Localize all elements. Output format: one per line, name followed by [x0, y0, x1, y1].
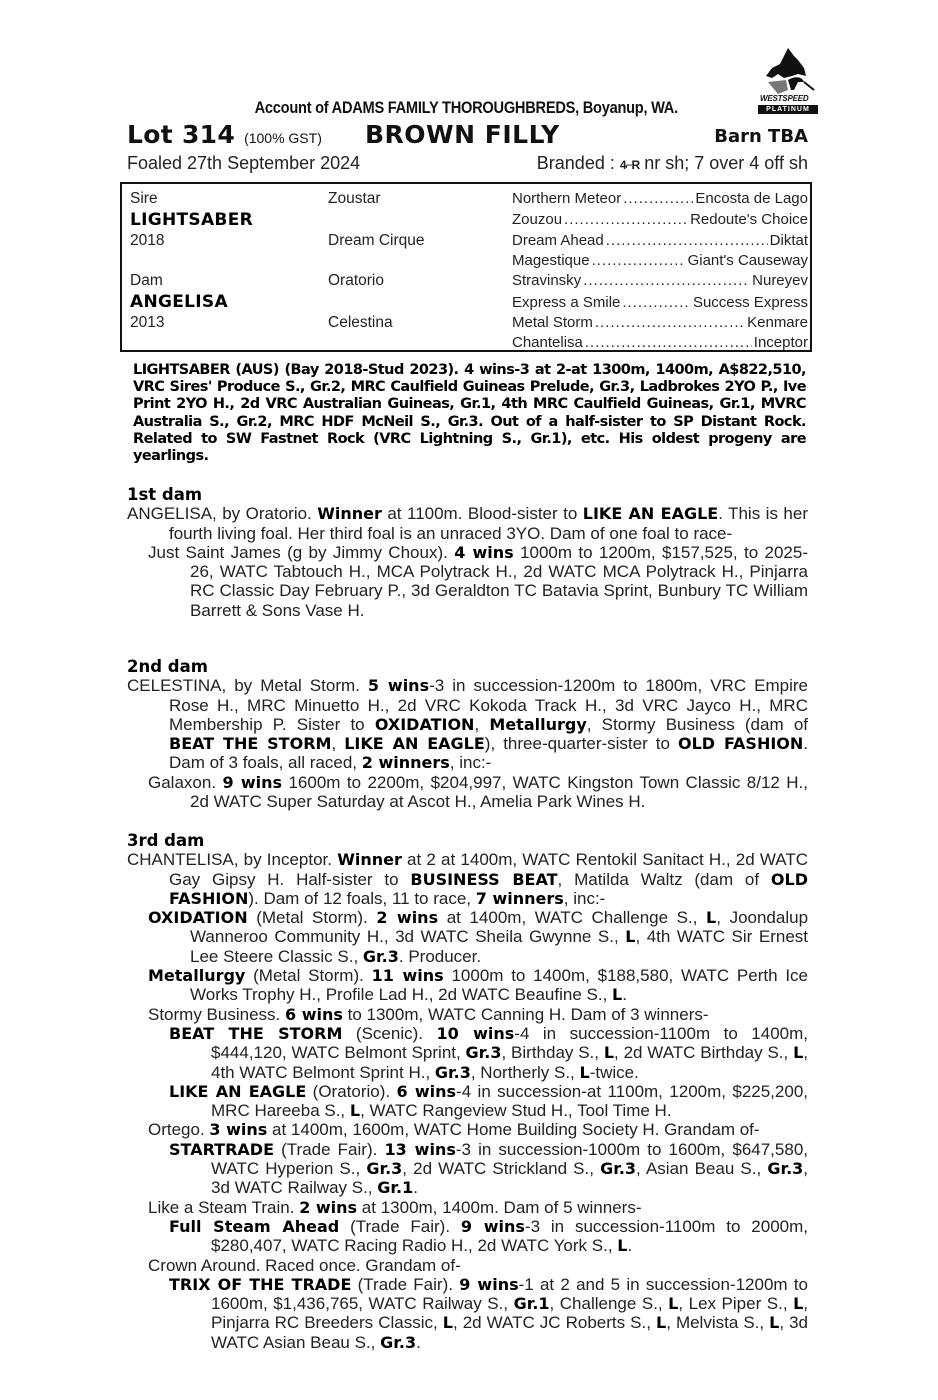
gen2-sire-dam: Dream Cirque: [328, 232, 425, 249]
dam-entry: ANGELISA, by Oratorio. Winner at 1100m. Blood-sister to LIKE AN EAGLE. This is her fourth living foal. Her third foal is an unraced 3YO. Dam of one foal to race-: [127, 504, 808, 543]
dam-heading: 2nd dam: [127, 657, 208, 676]
dam-entry: CHANTELISA, by Inceptor. Winner at 2 at 1400m, WATC Rentokil Sanitact H., 2d WATC Gay Gipsy H. Half-sister to BUSINESS BEAT, Matilda Waltz (dam of OLD FASHION). Dam of 12 foals, 11 to race, 7 winners, inc:-: [127, 850, 809, 908]
vendor-account: Account of ADAMS FAMILY THOROUGHBREDS, Boyanup, WA.: [254, 98, 678, 117]
sire-description: LIGHTSABER (AUS) (Bay 2018-Stud 2023). 4 wins-3 at 2-at 1300m, 1400m, A$822,510, VRC Sires' Produce S., Gr.2, MRC Caulfield Guineas Prelude, Gr.3, Ladbrokes 2YO P., Ive Print 2YO H., 2d VRC Australian Guineas, Gr.1, 4th MRC Caulfield Guineas, Gr.1, MVRC Australia S., Gr.2, MRC HDF McNeil S., Gr.3. Out of a half-sister to SP Distant Rock. Related to SW Fastnet Rock (VRC Lightning S., Gr.1), etc. His oldest progeny are yearlings.: [133, 362, 806, 465]
logo-brand-bottom: PLATINUM: [758, 105, 818, 114]
gen3-row: Magestique ..... Giant's Causeway: [512, 252, 808, 269]
dam-name: ANGELISA: [130, 292, 228, 312]
gen3-row: Stravinsky ..... Nureyev: [512, 272, 808, 289]
progeny-entry: Ortego. 3 wins at 1400m, 1600m, WATC Home Building Society H. Grandam of-: [148, 1120, 760, 1140]
third-dam-section: [127, 831, 808, 1352]
lot-number: Lot 314 (100% GST): [127, 120, 322, 149]
sire-label: Sire: [130, 190, 158, 207]
progeny-entry: TRIX OF THE TRADE (Trade Fair). 9 wins-1 at 2 and 5 in succession-1200m to 1600m, $1,436,765, WATC Railway S., Gr.1, Challenge S., L, Lex Piper S., L, Pinjarra RC Breeders Classic, L, 2d WATC JC Roberts S., L, Melvista S., L, 3d WATC Asian Beau S., Gr.3.: [169, 1274, 809, 1352]
lot-line: [127, 120, 808, 150]
gen3-row: Express a Smile ..... Success Express: [512, 294, 808, 311]
gen3-row: Northern Meteor ..... Encosta de Lago: [512, 190, 808, 207]
progeny-entry: OXIDATION (Metal Storm). 2 wins at 1400m, WATC Challenge S., L, Joondalup Wanneroo Community H., 3d WATC Sheila Gwynne S., L, 4th WATC Sir Ernest Lee Steere Classic S., Gr.3. Producer.: [148, 908, 809, 966]
first-dam-section: [127, 485, 808, 620]
progeny-entry: Galaxon. 9 wins 1600m to 2200m, $204,997, WATC Kingston Town Classic 8/12 H., 2d WATC Super Saturday at Ascot H., Amelia Park Wines H.: [148, 772, 808, 812]
pedigree-table: [120, 182, 812, 352]
progeny-entry: STARTRADE (Trade Fair). 13 wins-3 in succession-1000m to 1600m, $647,580, WATC Hyperion S., Gr.3, 2d WATC Strickland S., Gr.3, Asian Beau S., Gr.3, 3d WATC Railway S., Gr.1.: [169, 1139, 809, 1198]
dam-heading: 1st dam: [127, 485, 203, 504]
dam-heading: 3rd dam: [127, 831, 205, 850]
foaled-date: Foaled 27th September 2024: [127, 153, 361, 173]
gen2-sire-sire: Zoustar: [328, 190, 381, 207]
dam-label: Dam: [130, 272, 163, 289]
dam-entry: CELESTINA, by Metal Storm. 5 wins-3 in succession-1200m to 1800m, VRC Empire Rose H., MRC Minuetto H., 2d VRC Kokoda Track H., 3d VRC Jayco H., MRC Membership P. Sister to OXIDATION, Metallurgy, Stormy Business (dam of BEAT THE STORM, LIKE AN EAGLE), three-quarter-sister to OLD FASHION. Dam of 3 foals, all raced, 2 winners, inc:-: [127, 676, 809, 773]
progeny-entry: Crown Around. Raced once. Grandam of-: [148, 1255, 461, 1275]
brand-marks: Branded : 4⌐R nr sh; 7 over 4 off sh: [536, 153, 808, 173]
progeny-entry: Just Saint James (g by Jimmy Choux). 4 wins 1000m to 1200m, $157,525, to 2025-26, WATC Tabtouch H., MCA Polytrack H., 2d WATC MCA Polytrack H., Pinjarra RC Classic Day February P., 3d Geraldton TC Batavia Sprint, Bunbury TC William Barrett & Sons Vase H.: [148, 542, 808, 620]
sire-year: 2018: [130, 232, 165, 249]
dam-year: 2013: [130, 314, 165, 331]
gen3-row: Metal Storm ..... Kenmare: [512, 314, 808, 331]
gen3-row: Zouzou ..... Redoute's Choice: [512, 211, 808, 228]
progeny-entry: Metallurgy (Metal Storm). 11 wins 1000m to 1400m, $188,580, WATC Perth Ice Works Trophy H., Profile Lad H., 2d WATC Beaufine S., L.: [148, 966, 809, 1005]
gen3-row: Dream Ahead ..... Diktat: [512, 232, 808, 249]
gen2-dam-dam: Celestina: [328, 314, 393, 331]
progeny-entry: LIKE AN EAGLE (Oratorio). 6 wins-4 in succession-at 1100m, 1200m, $225,200, MRC Hareeba S., L, WATC Rangeview Stud H., Tool Time H.: [169, 1081, 808, 1121]
progeny-entry: Like a Steam Train. 2 wins at 1300m, 1400m. Dam of 5 winners-: [148, 1197, 642, 1217]
progeny-entry: Full Steam Ahead (Trade Fair). 9 wins-3 in succession-1100m to 2000m, $280,407, WATC Racing Radio H., 2d WATC York S., L.: [169, 1216, 808, 1256]
progeny-entry: Stormy Business. 6 wins to 1300m, WATC Canning H. Dam of 3 winners-: [148, 1004, 709, 1024]
logo-brand-top: WESTSPEED: [760, 94, 809, 103]
progeny-entry: BEAT THE STORM (Scenic). 10 wins-4 in succession-1100m to 1400m, $444,120, WATC Belmont Sprint, Gr.3, Birthday S., L, 2d WATC Birthday S., L, 4th WATC Belmont Sprint H., Gr.3, Northerly S., L-twice.: [169, 1023, 808, 1082]
second-dam-section: [127, 657, 808, 811]
horse-sex-color: BROWN FILLY: [365, 120, 560, 149]
brand-glyph-icon: 4⌐R: [619, 158, 640, 172]
gst-note: (100% GST): [244, 130, 322, 146]
gen3-row: Chantelisa ..... Inceptor: [512, 334, 808, 351]
barn-location: Barn TBA: [714, 126, 808, 147]
gen2-dam-sire: Oratorio: [328, 272, 384, 289]
sire-name: LIGHTSABER: [130, 210, 253, 230]
